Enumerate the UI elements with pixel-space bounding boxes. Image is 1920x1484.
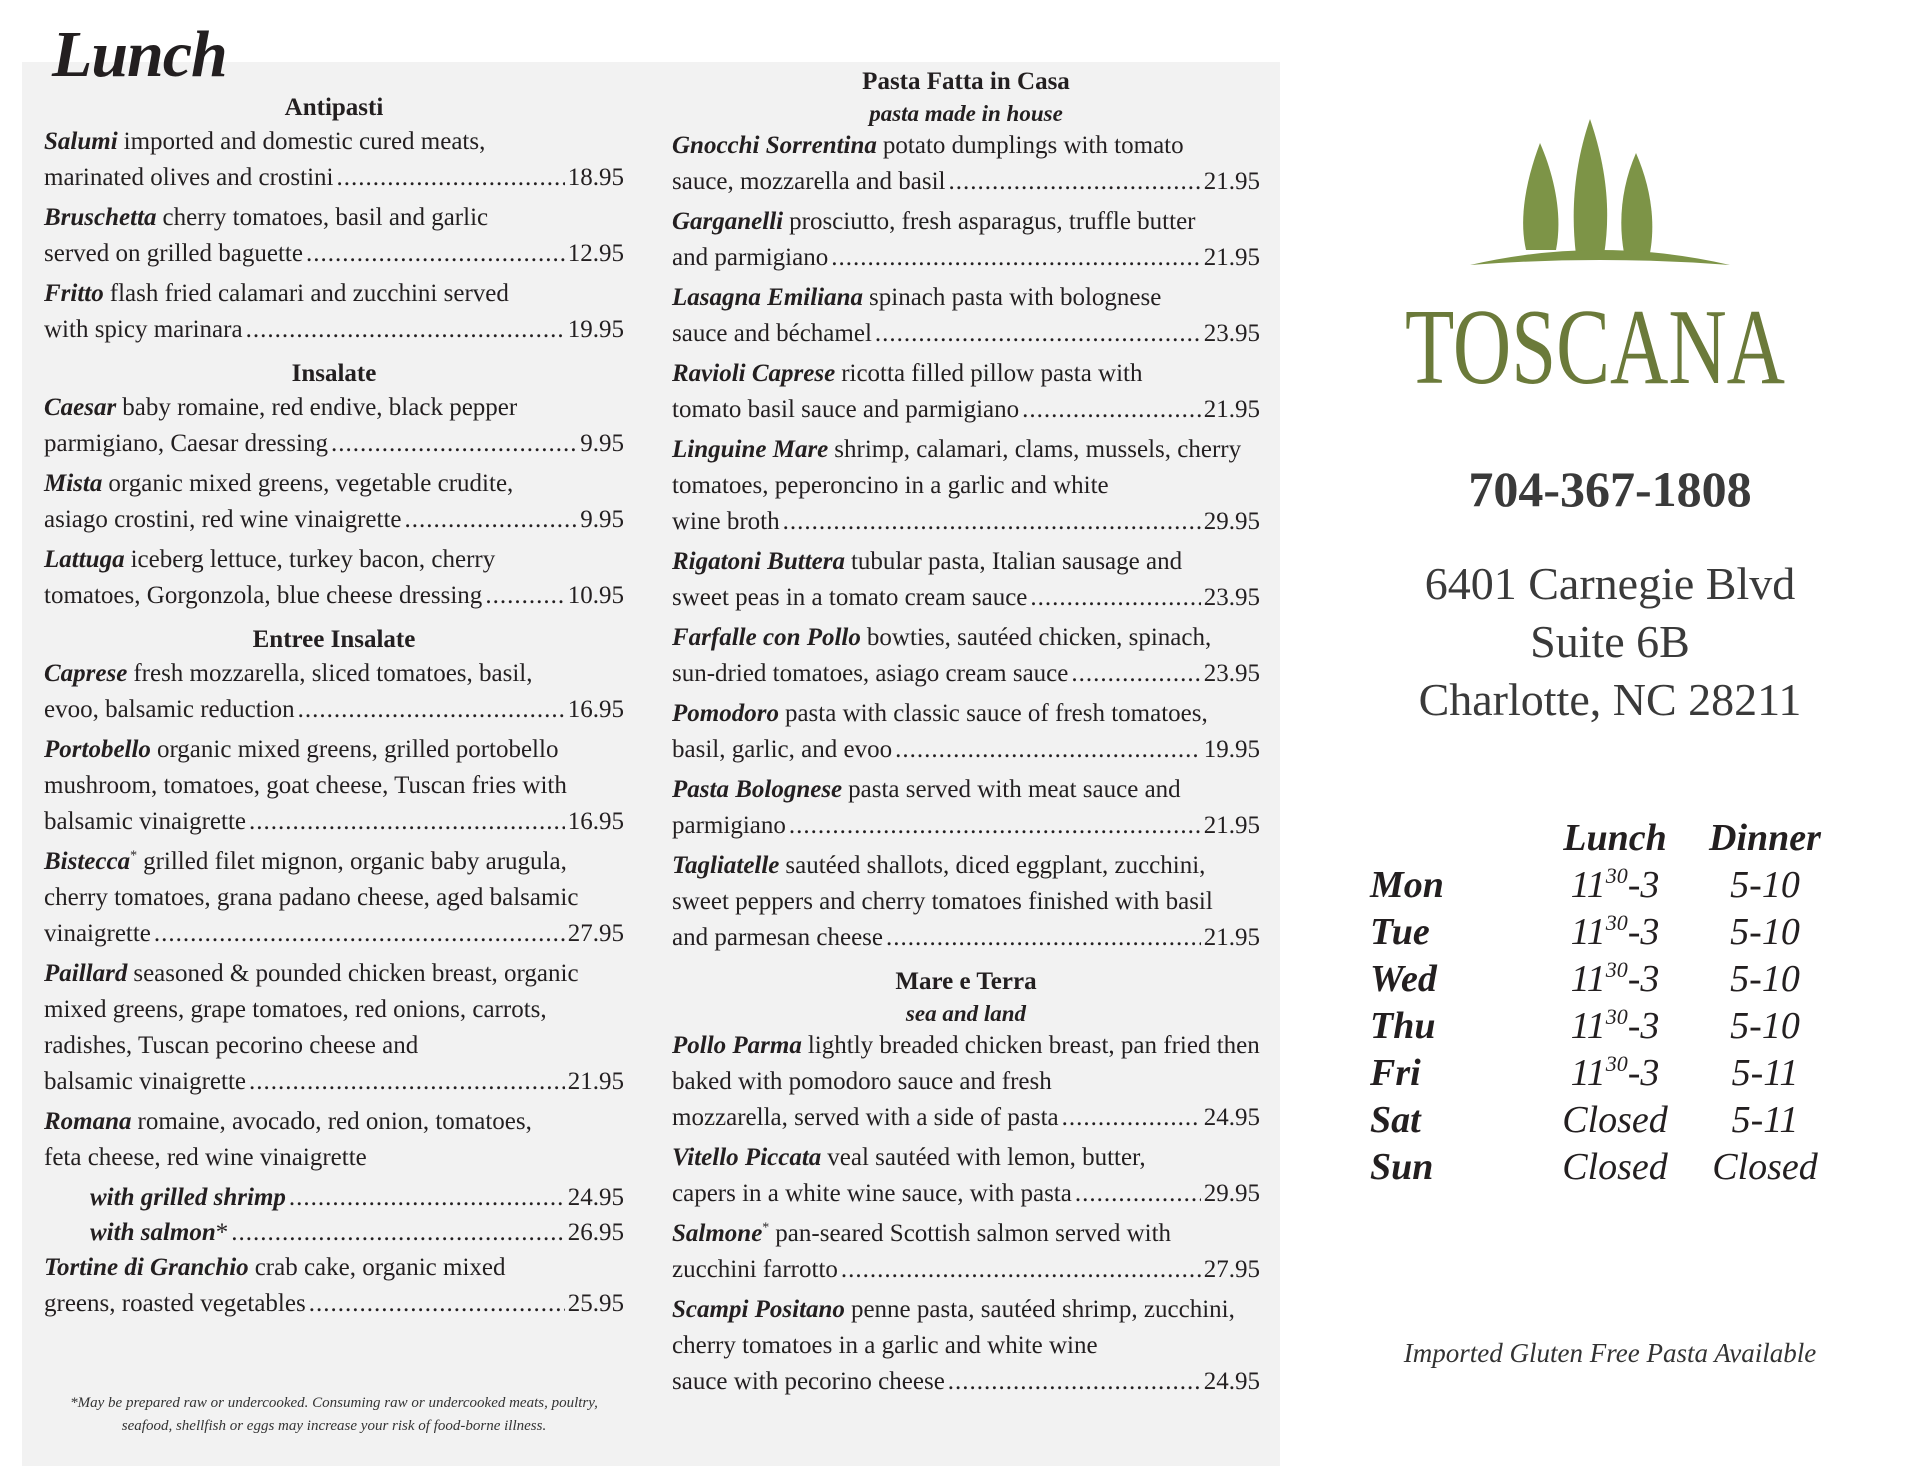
- hours-lunch: [1530, 1049, 1700, 1096]
- menu-item-description: ricotta filled pillow pasta with: [841, 360, 1143, 387]
- menu-item-variant: [44, 1180, 624, 1215]
- menu-item-description-block: [672, 356, 1260, 392]
- menu-item-name: Bruschetta: [44, 204, 157, 231]
- menu-item-description: cherry tomatoes, basil and garlic: [162, 204, 489, 231]
- menu-item-description: flash fried calamari and zucchini served: [109, 280, 509, 307]
- menu-item: [672, 1216, 1260, 1288]
- menu-item-description: lightly breaded chicken breast, pan fried then baked with pomodoro sauce and fresh: [672, 1032, 1260, 1095]
- menu-item-description-end: greens, roasted vegetables: [44, 1290, 306, 1317]
- menu-item-description-end: marinated olives and crostini: [44, 164, 334, 191]
- menu-item-name: Tortine di Granchio: [44, 1254, 249, 1281]
- menu-item-description-end: evoo, balsamic reduction: [44, 696, 295, 723]
- dot-leader: [249, 1064, 565, 1100]
- menu-item-description-block: [44, 276, 624, 312]
- raw-warning-asterisk: *: [215, 1219, 229, 1246]
- menu-item-description-block: [672, 1216, 1260, 1252]
- menu-item-description: grilled filet mignon, organic baby arugula, cherry tomatoes, grana padano cheese, aged balsamic: [44, 848, 579, 911]
- menu-item-name: Bistecca: [44, 848, 131, 875]
- menu-item-price-line: [672, 732, 1260, 768]
- menu-item-price-line: [672, 808, 1260, 844]
- menu-item-description: organic mixed greens, vegetable crudite,: [108, 470, 514, 497]
- menu-item-description-block: [44, 1250, 624, 1286]
- hours-header-dinner: Dinner: [1709, 817, 1821, 859]
- menu-item-name: Caprese: [44, 660, 128, 687]
- menu-item-description-block: [44, 1104, 624, 1140]
- dot-leader: [246, 312, 565, 348]
- menu-item-name: Portobello: [44, 736, 151, 763]
- hours-header: [1370, 815, 1830, 861]
- menu-item-description-end: tomatoes, Gorgonzola, blue cheese dressing: [44, 582, 483, 609]
- menu-item-description-end: and parmesan cheese: [672, 924, 883, 951]
- hours-dinner: 5-10: [1730, 910, 1800, 953]
- menu-item: [672, 1028, 1260, 1136]
- hours-dinner: 5-11: [1731, 1051, 1799, 1094]
- gluten-free-note: Imported Gluten Free Pasta Available: [1403, 1338, 1817, 1368]
- menu-item-description-block: [44, 956, 624, 1064]
- dot-leader: [405, 502, 578, 538]
- menu-item-description-end: mozzarella, served with a side of pasta: [672, 1104, 1059, 1131]
- hours-header-lunch: Lunch: [1563, 817, 1667, 859]
- menu-item-price: 23.95: [1203, 584, 1260, 611]
- menu-item-description: pasta with classic sauce of fresh tomatoes,: [784, 700, 1208, 727]
- menu-item-description: pasta served with meat sauce and: [848, 776, 1181, 803]
- menu-item-price: 19.95: [567, 316, 624, 343]
- variant-price: 26.95: [567, 1219, 624, 1246]
- menu-item-price-line: [44, 502, 624, 538]
- menu-item-description-block: [672, 544, 1260, 580]
- dot-leader: [1071, 656, 1200, 692]
- hours-dinner: 5-10: [1730, 1004, 1800, 1047]
- menu-item: [672, 204, 1260, 276]
- menu-item-price-line: [44, 804, 624, 840]
- dot-leader: [1022, 392, 1201, 428]
- menu-item: [44, 124, 624, 196]
- menu-item-name: Gnocchi Sorrentina: [672, 132, 877, 159]
- phone-number: 704-367-1808: [1468, 461, 1752, 517]
- dot-leader: [1062, 1100, 1201, 1136]
- menu-item-price: 24.95: [1203, 1104, 1260, 1131]
- menu-item-price-line: [672, 580, 1260, 616]
- hours-lunch-start: 11: [1570, 910, 1606, 953]
- menu-item-description-block: [44, 732, 624, 804]
- toscana-logo: [1400, 115, 1790, 395]
- hours-lunch-minutes: 30: [1605, 909, 1628, 935]
- menu-item-price-line: [672, 164, 1260, 200]
- menu-item-description-block: [672, 620, 1260, 656]
- menu-item: [672, 1140, 1260, 1212]
- menu-item-price: 10.95: [567, 582, 624, 609]
- hours-day: Sun: [1370, 1145, 1434, 1188]
- menu-item-price: 21.95: [567, 1068, 624, 1095]
- menu-item-price: 27.95: [567, 920, 624, 947]
- cypress-trees-icon: [1470, 119, 1730, 265]
- menu-item-description-block: [672, 1140, 1260, 1176]
- menu-item-price: 21.95: [1203, 396, 1260, 423]
- menu-item: [672, 772, 1260, 844]
- hours-row: [1370, 955, 1830, 1002]
- dot-leader: [1075, 1176, 1201, 1212]
- menu-item: [672, 356, 1260, 428]
- menu-item-description: penne pasta, sautéed shrimp, zucchini, cherry tomatoes in a garlic and white wine: [672, 1296, 1235, 1359]
- menu-item: [44, 1250, 624, 1322]
- menu-item-description-end: sun-dried tomatoes, asiago cream sauce: [672, 660, 1069, 687]
- menu-item-price: 21.95: [1203, 812, 1260, 839]
- menu-item-price: 12.95: [567, 240, 624, 267]
- menu-item-name: Ravioli Caprese: [672, 360, 836, 387]
- hours-day: Fri: [1370, 1051, 1421, 1094]
- menu-item-description-block: [672, 848, 1260, 920]
- address-line-2: Suite 6B: [1530, 616, 1690, 667]
- menu-item-description-block: [672, 432, 1260, 504]
- hours-dinner: 5-10: [1730, 957, 1800, 1000]
- menu-item-description-end: and parmigiano: [672, 244, 829, 271]
- menu-item-description-block: [44, 542, 624, 578]
- menu-item-description-end: sweet peas in a tomato cream sauce: [672, 584, 1028, 611]
- dot-leader: [783, 504, 1201, 540]
- menu-item-description-block: [44, 656, 624, 692]
- dot-leader: [309, 1286, 565, 1322]
- menu-item: [672, 696, 1260, 768]
- menu-item-variant: [44, 1215, 624, 1250]
- menu-item: [672, 1292, 1260, 1400]
- hours-row: [1370, 908, 1830, 955]
- brand-name: TOSCANA: [1405, 288, 1785, 395]
- menu-item-price-line: [44, 312, 624, 348]
- variant-label-wrap: [90, 1215, 228, 1250]
- menu-item-description-end: feta cheese, red wine vinaigrette: [44, 1144, 367, 1171]
- menu-item-description-block: [672, 1292, 1260, 1364]
- menu-item-price-line: [672, 1252, 1260, 1288]
- address-line-1: 6401 Carnegie Blvd: [1424, 558, 1796, 609]
- hours-lunch-end: -3: [1627, 863, 1660, 906]
- menu-item-price: 23.95: [1203, 320, 1260, 347]
- menu-item-description: spinach pasta with bolognese: [869, 284, 1162, 311]
- hours-row: [1370, 861, 1830, 908]
- menu-item: [672, 620, 1260, 692]
- menu-item-description-block: [44, 390, 624, 426]
- variant-label: with salmon: [90, 1219, 216, 1246]
- menu-item-price: 19.95: [1203, 736, 1260, 763]
- menu-item-description: veal sautéed with lemon, butter,: [827, 1144, 1146, 1171]
- hours-lunch: [1530, 861, 1700, 908]
- dot-leader: [231, 1215, 565, 1250]
- menu-item-name: Romana: [44, 1108, 132, 1135]
- dot-leader: [298, 692, 565, 728]
- menu-item-price: 16.95: [567, 696, 624, 723]
- menu-item-price-line: [672, 1100, 1260, 1136]
- menu-item-description-end: sauce and béchamel: [672, 320, 872, 347]
- menu-item: [44, 466, 624, 538]
- hours-lunch: [1530, 1143, 1700, 1190]
- menu-item-description-block: [672, 1028, 1260, 1100]
- hours-dinner: 5-11: [1731, 1098, 1799, 1141]
- dot-leader: [1030, 580, 1200, 616]
- menu-item-price: 23.95: [1203, 660, 1260, 687]
- menu-item-description-end: with spicy marinara: [44, 316, 243, 343]
- dot-leader: [948, 164, 1200, 200]
- hours-lunch-minutes: 30: [1605, 862, 1628, 888]
- menu-item: [44, 956, 624, 1100]
- menu-item-name: Caesar: [44, 394, 117, 421]
- menu-item-price-line: [672, 392, 1260, 428]
- menu-item-price: 21.95: [1203, 924, 1260, 951]
- menu-item-price-line: [44, 1140, 624, 1176]
- variant-label-wrap: [90, 1180, 286, 1215]
- menu-item-price-line: [44, 692, 624, 728]
- hours-lunch: [1530, 1096, 1700, 1143]
- menu-item-price-line: [672, 504, 1260, 540]
- menu-item-name: Lattuga: [44, 546, 125, 573]
- hours-day: Mon: [1370, 863, 1444, 906]
- dot-leader: [289, 1180, 565, 1215]
- menu-item-name: Pasta Bolognese: [672, 776, 843, 803]
- menu-item-name: Salmone: [672, 1220, 763, 1247]
- menu-item: [672, 848, 1260, 956]
- menu-item-description-end: sauce, mozzarella and basil: [672, 168, 946, 195]
- menu-item-description-end: sauce with pecorino cheese: [672, 1368, 945, 1395]
- hours-day: Sat: [1370, 1098, 1421, 1141]
- menu-item-description-block: [672, 128, 1260, 164]
- hours-day: Thu: [1370, 1004, 1436, 1047]
- menu-item-description-end: wine broth: [672, 508, 780, 535]
- hours-dinner: 5-10: [1730, 863, 1800, 906]
- menu-item-description-end: vinaigrette: [44, 920, 151, 947]
- menu-item-price-line: [672, 1364, 1260, 1400]
- menu-item-description: baby romaine, red endive, black pepper: [122, 394, 518, 421]
- menu-item-description-end: parmigiano: [672, 812, 786, 839]
- menu-item-description-block: [44, 124, 624, 160]
- menu-item-description-block: [44, 466, 624, 502]
- dot-leader: [154, 916, 565, 952]
- menu-item-price: 27.95: [1203, 1256, 1260, 1283]
- menu-item-price-line: [44, 160, 624, 196]
- dot-leader: [331, 426, 577, 462]
- hours-row: [1370, 1002, 1830, 1049]
- menu-item-description-end: balsamic vinaigrette: [44, 1068, 247, 1095]
- section-heading: Mare e Terra: [895, 968, 1037, 995]
- menu-item-description-end: tomato basil sauce and parmigiano: [672, 396, 1020, 423]
- hours-lunch-start: Closed: [1562, 1098, 1668, 1141]
- menu-item-description: organic mixed greens, grilled portobello mushroom, tomatoes, goat cheese, Tuscan fries with: [44, 736, 567, 799]
- menu-item-description: tubular pasta, Italian sausage and: [850, 548, 1183, 575]
- menu-item: [672, 544, 1260, 616]
- hours-lunch-start: 11: [1570, 1004, 1606, 1047]
- menu-item-price-line: [44, 1064, 624, 1100]
- menu-item-description: sautéed shallots, diced eggplant, zucchini, sweet peppers and cherry tomatoes finished with basil: [672, 852, 1213, 915]
- menu-item: [44, 200, 624, 272]
- dot-leader: [875, 316, 1201, 352]
- hours-day: Tue: [1370, 910, 1430, 953]
- hours-lunch: [1530, 1002, 1700, 1049]
- hours-row: [1370, 1049, 1830, 1096]
- menu-item-price-line: [44, 1286, 624, 1322]
- menu-item-name: Scampi Positano: [672, 1296, 845, 1323]
- menu-item: [672, 128, 1260, 200]
- section-subheading: sea and land: [905, 1001, 1027, 1026]
- left-column: [44, 92, 624, 1326]
- menu-item-price-line: [672, 316, 1260, 352]
- hours-lunch-minutes: 30: [1605, 1050, 1628, 1076]
- menu-item: [672, 432, 1260, 540]
- hours-lunch-minutes: 30: [1605, 956, 1628, 982]
- dot-leader: [249, 804, 565, 840]
- menu-item-name: Garganelli: [672, 208, 784, 235]
- variant-label: with grilled shrimp: [90, 1184, 286, 1211]
- dot-leader: [831, 240, 1201, 276]
- menu-item: [44, 390, 624, 462]
- hours-lunch: [1530, 908, 1700, 955]
- menu-item-description: pan-seared Scottish salmon served with: [775, 1220, 1172, 1247]
- menu-item-name: Pollo Parma: [672, 1032, 802, 1059]
- variant-price: 24.95: [567, 1184, 624, 1211]
- dot-leader: [337, 160, 565, 196]
- menu-item-name: Lasagna Emiliana: [672, 284, 864, 311]
- menu-item-name: Rigatoni Buttera: [672, 548, 845, 575]
- menu-title: Lunch: [52, 18, 227, 91]
- hours-row: [1370, 1143, 1830, 1190]
- menu-item-name: Vitello Piccata: [672, 1144, 822, 1171]
- menu-item-description-block: [672, 696, 1260, 732]
- menu-item-name: Paillard: [44, 960, 128, 987]
- menu-item-price: 9.95: [580, 430, 624, 457]
- hours-lunch-minutes: 30: [1605, 1003, 1628, 1029]
- menu-item-description-end: served on grilled baguette: [44, 240, 303, 267]
- menu-item-price: 21.95: [1203, 244, 1260, 271]
- hours-lunch-start: 11: [1570, 1051, 1606, 1094]
- hours-lunch-end: -3: [1627, 957, 1660, 1000]
- menu-item-name: Tagliatelle: [672, 852, 780, 879]
- menu-item-price: 9.95: [580, 506, 624, 533]
- menu-item-description-end: basil, garlic, and evoo: [672, 736, 893, 763]
- hours-dinner: Closed: [1712, 1145, 1818, 1188]
- menu-item-name: Farfalle con Pollo: [672, 624, 861, 651]
- menu-item-name: Pomodoro: [672, 700, 779, 727]
- menu-item-price-line: [44, 916, 624, 952]
- menu-item-description-end: asiago crostini, red wine vinaigrette: [44, 506, 402, 533]
- menu-item-name: Mista: [44, 470, 103, 497]
- menu-item-price: 24.95: [1203, 1368, 1260, 1395]
- dot-leader: [789, 808, 1201, 844]
- dot-leader: [306, 236, 565, 272]
- menu-item-description: crab cake, organic mixed: [254, 1254, 506, 1281]
- hours-day: Wed: [1370, 957, 1437, 1000]
- section-heading: Antipasti: [284, 94, 384, 121]
- dot-leader: [948, 1364, 1201, 1400]
- menu-item-description: imported and domestic cured meats,: [123, 128, 486, 155]
- dot-leader: [485, 578, 564, 614]
- menu-item-price: 29.95: [1203, 1180, 1260, 1207]
- menu-item-price-line: [672, 920, 1260, 956]
- hours-lunch: [1530, 955, 1700, 1002]
- menu-item-description: shrimp, calamari, clams, mussels, cherry tomatoes, peperoncino in a garlic and white: [672, 436, 1242, 499]
- hours-lunch-end: -3: [1627, 1051, 1660, 1094]
- menu-item-price-line: [672, 656, 1260, 692]
- menu-item-description-block: [672, 772, 1260, 808]
- section-heading: Entree Insalate: [252, 626, 416, 653]
- menu-item-description: prosciutto, fresh asparagus, truffle butter: [789, 208, 1196, 235]
- address-line-3: Charlotte, NC 28211: [1418, 674, 1802, 725]
- hours-lunch-start: Closed: [1562, 1145, 1668, 1188]
- menu-item-price-line: [44, 578, 624, 614]
- dot-leader: [886, 920, 1201, 956]
- address: [1360, 555, 1860, 729]
- menu-item-description-end: parmigiano, Caesar dressing: [44, 430, 328, 457]
- menu-item: [44, 656, 624, 728]
- section-subheading: pasta made in house: [869, 101, 1063, 126]
- menu-item-description-block: [44, 200, 624, 236]
- menu-item-price-line: [44, 426, 624, 462]
- menu-item: [44, 542, 624, 614]
- menu-item-price: 29.95: [1203, 508, 1260, 535]
- hours-row: [1370, 1096, 1830, 1143]
- menu-item-description-block: [672, 204, 1260, 240]
- menu-item-description: potato dumplings with tomato: [882, 132, 1184, 159]
- section-heading: Pasta Fatta in Casa: [862, 68, 1070, 95]
- menu-item-price: 18.95: [567, 164, 624, 191]
- menu-item-description: fresh mozzarella, sliced tomatoes, basil,: [133, 660, 533, 687]
- menu-item: [44, 1104, 624, 1176]
- menu-item: [672, 280, 1260, 352]
- menu-item-price-line: [672, 1176, 1260, 1212]
- menu-item-price-line: [672, 240, 1260, 276]
- dot-leader: [895, 732, 1201, 768]
- menu-item-description: bowties, sautéed chicken, spinach,: [866, 624, 1212, 651]
- menu-item-description: seasoned & pounded chicken breast, organic mixed greens, grape tomatoes, red onions, carrots, radishes, Tuscan pecorino cheese and: [44, 960, 579, 1059]
- menu-item-description-end: capers in a white wine sauce, with pasta: [672, 1180, 1072, 1207]
- hours-lunch-start: 11: [1570, 863, 1606, 906]
- menu-item-description-end: zucchini farrotto: [672, 1256, 838, 1283]
- menu-item-name: Linguine Mare: [672, 436, 829, 463]
- menu-item: [44, 844, 624, 952]
- menu-item-price: 16.95: [567, 808, 624, 835]
- menu-item: [44, 276, 624, 348]
- hours-lunch-end: -3: [1627, 910, 1660, 953]
- middle-column: [672, 66, 1260, 1404]
- menu-item-description-end: balsamic vinaigrette: [44, 808, 247, 835]
- menu-item-description-block: [44, 844, 624, 916]
- hours-lunch-end: -3: [1627, 1004, 1660, 1047]
- hours-table: [1370, 815, 1830, 1190]
- menu-item-price-line: [44, 236, 624, 272]
- menu-item-description: iceberg lettuce, turkey bacon, cherry: [130, 546, 496, 573]
- hours-lunch-start: 11: [1570, 957, 1606, 1000]
- hours-header-blank: [1370, 815, 1530, 861]
- dot-leader: [841, 1252, 1201, 1288]
- menu-item-price: 25.95: [567, 1290, 624, 1317]
- section-heading: Insalate: [291, 360, 377, 387]
- raw-warning-asterisk: *: [762, 1220, 770, 1236]
- menu-item-price: 21.95: [1203, 168, 1260, 195]
- menu-item-name: Fritto: [44, 280, 104, 307]
- menu-item-description: romaine, avocado, red onion, tomatoes,: [137, 1108, 532, 1135]
- menu-item: [44, 732, 624, 840]
- menu-item-name: Salumi: [44, 128, 118, 155]
- raw-warning-asterisk: *: [130, 848, 138, 864]
- raw-food-footnote: *May be prepared raw or undercooked. Consuming raw or undercooked meats, poultry, seafood, shellfish or eggs may increase your risk of food-borne illness.: [70, 1395, 598, 1434]
- menu-item-description-block: [672, 280, 1260, 316]
